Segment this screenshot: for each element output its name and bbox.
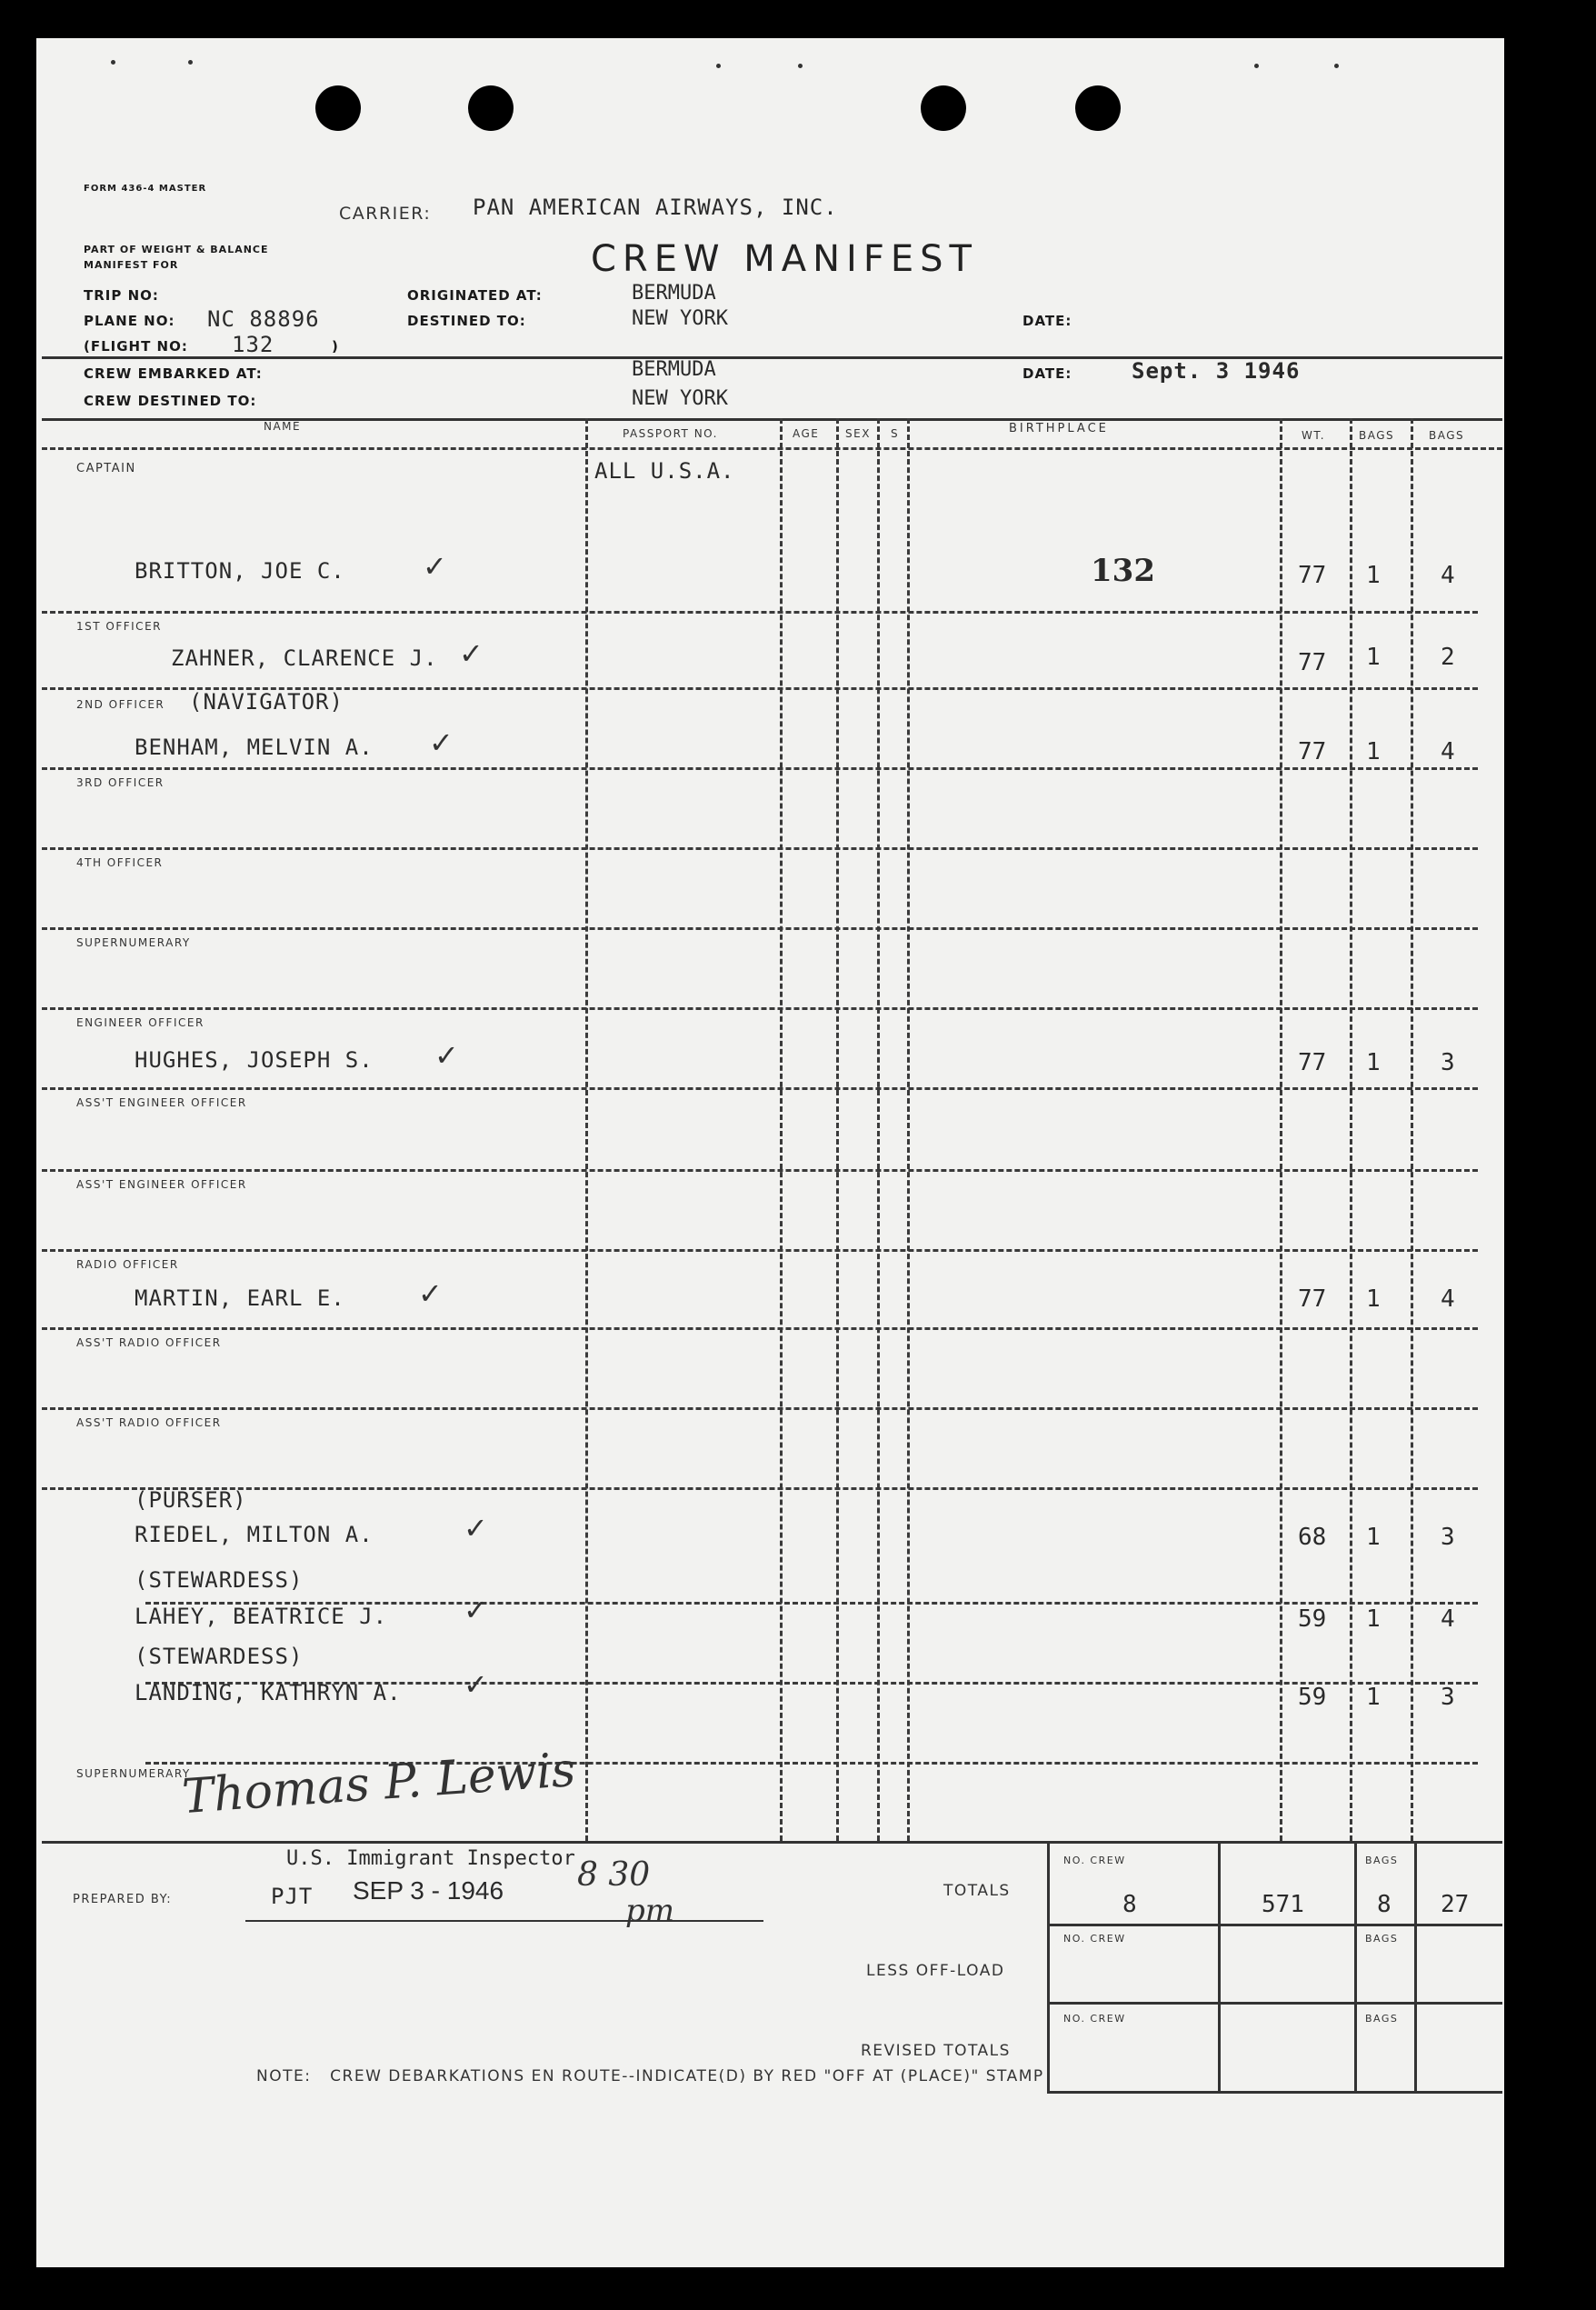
crew-name: ZAHNER, CLARENCE J.	[171, 645, 438, 671]
crew-role: (STEWARDESS)	[135, 1567, 304, 1593]
bags1-value: 1	[1366, 1285, 1381, 1313]
col-bags1-header: BAGS	[1359, 429, 1395, 442]
bags2-value: 3	[1441, 1049, 1455, 1076]
check-mark: ✓	[459, 636, 484, 671]
carrier-name: PAN AMERICAN AIRWAYS, INC.	[473, 195, 838, 220]
totals-label: TOTALS	[943, 1882, 1011, 1900]
check-mark: ✓	[429, 725, 454, 760]
punch-hole	[468, 85, 514, 131]
less-offload-label: LESS OFF-LOAD	[866, 1962, 1005, 1980]
bags2-value: 2	[1441, 644, 1455, 671]
trip-no-label: TRIP NO:	[84, 287, 159, 304]
bags-label: BAGS	[1365, 1933, 1399, 1945]
position-label: ASS'T RADIO OFFICER	[76, 1336, 222, 1349]
bags2-value: 4	[1441, 738, 1455, 765]
check-mark: ✓	[464, 1511, 488, 1545]
date-label: DATE:	[1022, 365, 1072, 382]
crew-role: (NAVIGATOR)	[189, 689, 344, 715]
position-label: 2ND OFFICER	[76, 698, 165, 711]
originated-label: ORIGINATED AT:	[407, 287, 543, 304]
crew-name: BENHAM, MELVIN A.	[135, 735, 374, 760]
weight-value: 59	[1298, 1684, 1327, 1711]
weight-value: 77	[1298, 562, 1327, 589]
date-label: DATE:	[1022, 313, 1072, 329]
flight-no-close: )	[332, 338, 339, 355]
bags-label: BAGS	[1365, 2013, 1399, 2025]
plane-no-value: NC 88896	[207, 306, 320, 332]
position-label: RADIO OFFICER	[76, 1258, 179, 1271]
bags1-value: 1	[1366, 738, 1381, 765]
handwritten-time: 8 30	[577, 1856, 651, 1894]
crew-name: RIEDEL, MILTON A.	[135, 1522, 374, 1547]
check-mark: ✓	[464, 1593, 488, 1627]
manifest-date: Sept. 3 1946	[1132, 358, 1301, 384]
weight-value: 77	[1298, 1285, 1327, 1313]
position-label: 4TH OFFICER	[76, 856, 164, 869]
total-bags1: 8	[1377, 1891, 1392, 1918]
bags-label: BAGS	[1365, 1855, 1399, 1866]
crew-name: LAHEY, BEATRICE J.	[135, 1604, 388, 1629]
check-mark: ✓	[434, 1038, 459, 1073]
check-mark: ✓	[464, 1667, 488, 1702]
col-bags2-header: BAGS	[1429, 429, 1465, 442]
manifest-for-label: MANIFEST FOR	[84, 259, 179, 271]
crew-name: HUGHES, JOSEPH S.	[135, 1047, 374, 1073]
total-bags2: 27	[1441, 1891, 1470, 1918]
passport-value: ALL U.S.A.	[594, 458, 735, 484]
position-label: 3RD OFFICER	[76, 776, 165, 789]
check-mark: ✓	[423, 549, 447, 584]
bags1-value: 1	[1366, 1605, 1381, 1633]
flight-no-value: 132	[232, 332, 274, 357]
position-label: ASS'T RADIO OFFICER	[76, 1416, 222, 1429]
destined-label: DESTINED TO:	[407, 313, 526, 329]
bags1-value: 1	[1366, 644, 1381, 671]
weight-value: 77	[1298, 738, 1327, 765]
check-mark: ✓	[418, 1276, 443, 1311]
manifest-page	[36, 38, 1504, 2267]
crew-destined-value: NEW YORK	[632, 387, 728, 410]
crew-role: (PURSER)	[135, 1487, 247, 1513]
no-crew-label: NO. CREW	[1063, 1933, 1126, 1945]
col-age-header: AGE	[793, 427, 820, 440]
crew-embarked-value: BERMUDA	[632, 358, 716, 381]
crew-destined-label: CREW DESTINED TO:	[84, 393, 257, 409]
crew-name: MARTIN, EARL E.	[135, 1285, 345, 1311]
crew-name: LANDING, KATHRYN A.	[135, 1680, 402, 1705]
col-passport-header: PASSPORT NO.	[623, 427, 718, 440]
no-crew-label: NO. CREW	[1063, 1855, 1126, 1866]
bags2-value: 4	[1441, 1605, 1455, 1633]
part-of-label: PART OF WEIGHT & BALANCE	[84, 244, 269, 255]
bags1-value: 1	[1366, 1524, 1381, 1551]
weight-value: 77	[1298, 649, 1327, 676]
crew-embarked-label: CREW EMBARKED AT:	[84, 365, 263, 382]
bags1-value: 1	[1366, 562, 1381, 589]
bags1-value: 1	[1366, 1049, 1381, 1076]
footer-note: NOTE: CREW DEBARKATIONS EN ROUTE--INDICATE(D) BY RED "OFF AT (PLACE)" STAMP	[256, 2067, 1044, 2085]
position-label: SUPERNUMERARY	[76, 936, 191, 949]
destined-value: NEW YORK	[632, 307, 728, 330]
weight-value: 68	[1298, 1524, 1327, 1551]
col-s-header: S	[891, 427, 900, 440]
position-label: SUPERNUMERARY	[76, 1767, 191, 1780]
plane-no-label: PLANE NO:	[84, 313, 175, 329]
prepared-initials: PJT	[271, 1884, 314, 1909]
col-name-header: NAME	[264, 420, 302, 433]
bags2-value: 4	[1441, 562, 1455, 589]
total-crew-count: 8	[1122, 1891, 1137, 1918]
weight-value: 77	[1298, 1049, 1327, 1076]
flight-no-label: (FLIGHT NO:	[84, 338, 188, 355]
inspector-title: U.S. Immigrant Inspector	[286, 1847, 575, 1870]
col-sex-header: SEX	[845, 427, 871, 440]
bags2-value: 3	[1441, 1524, 1455, 1551]
position-label: 1ST OFFICER	[76, 620, 162, 633]
weight-value: 59	[1298, 1605, 1327, 1633]
bags2-value: 4	[1441, 1285, 1455, 1313]
form-number: FORM 436-4 MASTER	[84, 184, 207, 194]
crew-name: BRITTON, JOE C.	[135, 558, 345, 584]
position-label: ASS'T ENGINEER OFFICER	[76, 1178, 247, 1191]
carrier-label: CARRIER:	[339, 204, 432, 224]
col-birthplace-header: BIRTHPLACE	[1009, 422, 1109, 435]
handwritten-pm: pm	[625, 1893, 675, 1929]
col-wt-header: WT.	[1302, 429, 1326, 442]
position-label: CAPTAIN	[76, 462, 136, 475]
bags2-value: 3	[1441, 1684, 1455, 1711]
birthplace-value: 132	[1091, 553, 1155, 589]
date-stamp: SEP 3 - 1946	[353, 1876, 504, 1905]
punch-hole	[315, 85, 361, 131]
total-weight: 571	[1262, 1891, 1304, 1918]
position-label: ASS'T ENGINEER OFFICER	[76, 1096, 247, 1109]
no-crew-label: NO. CREW	[1063, 2013, 1126, 2025]
bags1-value: 1	[1366, 1684, 1381, 1711]
page-title: CREW MANIFEST	[591, 238, 978, 280]
originated-value: BERMUDA	[632, 282, 716, 305]
inspector-signature: Thomas P. Lewis	[180, 1742, 578, 1825]
position-label: ENGINEER OFFICER	[76, 1016, 204, 1029]
revised-totals-label: REVISED TOTALS	[861, 2042, 1011, 2060]
punch-hole	[1075, 85, 1121, 131]
prepared-by-label: PREPARED BY:	[73, 1893, 173, 1906]
punch-hole	[921, 85, 966, 131]
crew-role: (STEWARDESS)	[135, 1644, 304, 1669]
